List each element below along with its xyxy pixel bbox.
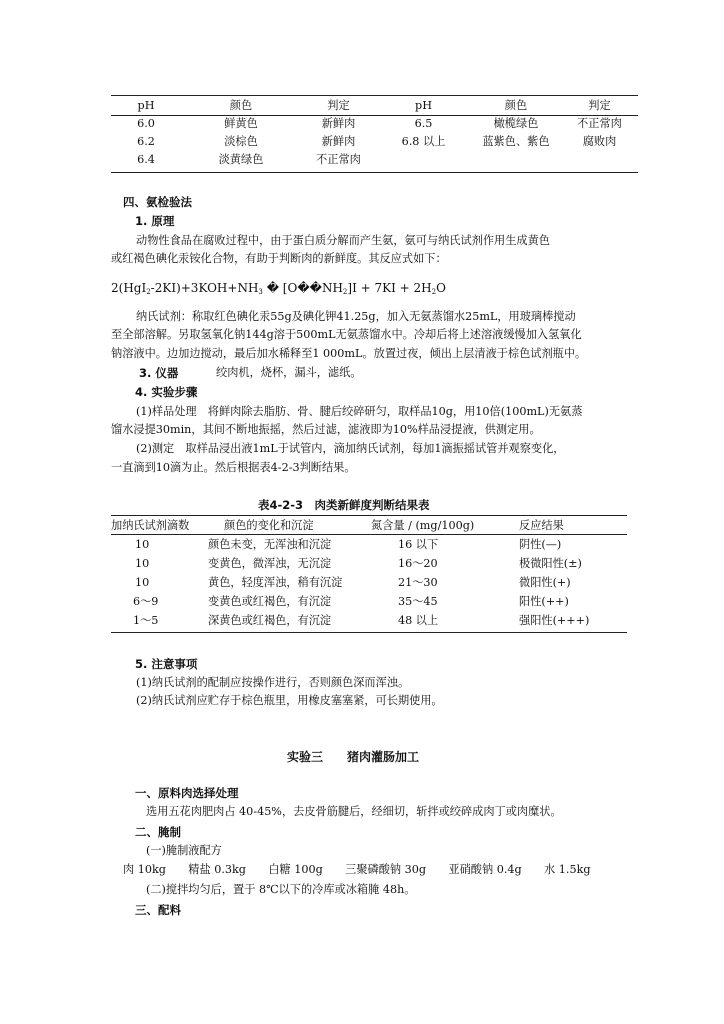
reagent-line-1: 纳氏试剂：称取红色碘化汞55g及碘化钾41.25g，加入无氨蒸馏水25mL，用玻璃棒搅动 bbox=[136, 310, 576, 323]
reagent-line-3: 钠溶液中。边加边搅动，最后加水稀释至1 000mL。放置过夜，倾出上层清液于棕色试剂瓶中。 bbox=[111, 347, 587, 360]
table-cell: 35～45 bbox=[398, 594, 438, 608]
section2-title: 二、腌制 bbox=[135, 825, 181, 839]
step2-line-1: (2)测定 取样品浸出液1mL于试管内，滴加纳氏试剂，每加1滴振摇试管并观察变化， bbox=[136, 442, 565, 455]
table-cell: 变黄色或红褐色，有沉淀 bbox=[208, 594, 332, 608]
table-cell: 黄色，轻度浑浊，稍有沉淀 bbox=[208, 575, 343, 589]
table-cell: 10 bbox=[135, 556, 150, 570]
table-row bbox=[111, 151, 638, 169]
ph-table bbox=[111, 96, 638, 169]
table2-bottom-rule bbox=[111, 632, 627, 633]
table-row bbox=[111, 611, 627, 630]
table-cell: 16～20 bbox=[398, 556, 438, 570]
table-row bbox=[111, 573, 627, 592]
table-cell: 阴性(—) bbox=[519, 537, 562, 551]
table-cell: 6.8 以上 bbox=[401, 135, 446, 148]
steps-title: 4. 实验步骤 bbox=[135, 385, 198, 399]
table-cell: 10 bbox=[135, 575, 150, 589]
principle-title: 1. 原理 bbox=[135, 214, 175, 228]
table1-bottom-rule bbox=[111, 172, 638, 173]
table-cell: 蓝紫色、紫色 bbox=[482, 135, 550, 148]
note-2: (2)纳氏试剂应贮存于棕色瓶里，用橡皮塞塞紧，可长期使用。 bbox=[136, 694, 443, 707]
formula-part: O bbox=[436, 281, 446, 295]
table2-header-cell: 氮含量 / (mg/100g) bbox=[371, 518, 475, 532]
table-row bbox=[111, 554, 627, 573]
table2-header-cell: 加纳氏试剂滴数 bbox=[111, 518, 190, 532]
formula-part: -2KI)+3KOH+NH bbox=[150, 281, 259, 295]
reaction-formula bbox=[111, 280, 446, 300]
table-cell: 新鲜肉 bbox=[321, 117, 356, 130]
table-row bbox=[111, 115, 638, 133]
table-cell: 1～5 bbox=[133, 613, 159, 627]
brine-formula-heading: (一)腌制液配方 bbox=[146, 844, 222, 857]
table1-header-cell: pH bbox=[415, 98, 432, 112]
table2-caption: 表4-2-3 肉类新鲜度判断结果表 bbox=[258, 498, 430, 512]
table-cell: 6.2 bbox=[137, 135, 155, 148]
formula-subscript: 2 bbox=[342, 288, 348, 296]
step2-line-2: 一直滴到10滴为止。然后根据表4-2-3判断结果。 bbox=[111, 461, 356, 474]
formula-part: 2(HgI bbox=[111, 281, 147, 295]
table-cell: 鲜黄色 bbox=[224, 117, 258, 130]
table1-header-cell: 判定 bbox=[327, 98, 350, 112]
table-cell: 腐败肉 bbox=[582, 135, 617, 148]
table-cell: 淡黄绿色 bbox=[218, 153, 264, 166]
formula-part: �NH bbox=[309, 281, 343, 295]
marinate-instruction: (二)搅拌均匀后，置于 8℃以下的冷库或冰箱腌 48h。 bbox=[146, 883, 416, 896]
table-cell: 新鲜肉 bbox=[321, 135, 356, 148]
formula-subscript: 2 bbox=[431, 288, 437, 296]
principle-line-1: 动物性食品在腐败过程中，由于蛋白质分解而产生氨，氨可与纳氏试剂作用生成黄色 bbox=[136, 234, 550, 247]
table-cell: 6.5 bbox=[414, 117, 433, 130]
step1-line-2: 馏水浸提30min，其间不断地振摇，然后过滤，滤液即为10%样品浸提液，供测定用。 bbox=[111, 423, 541, 436]
table-cell: 6～9 bbox=[133, 594, 159, 608]
table-cell bbox=[471, 151, 561, 169]
table1-header-cell: 判定 bbox=[588, 98, 611, 112]
table2-header-row bbox=[111, 516, 627, 535]
formula-part: � [O� bbox=[262, 281, 310, 295]
table1-header-cell: 颜色 bbox=[504, 98, 528, 112]
table-cell: 10 bbox=[135, 537, 150, 551]
instrument-text: 绞肉机，烧杯，漏斗，滤纸。 bbox=[216, 366, 362, 379]
table-cell: 不正常肉 bbox=[316, 153, 361, 166]
table-row bbox=[111, 535, 627, 554]
table-cell: 颜色未变，无浑浊和沉淀 bbox=[208, 537, 332, 551]
formula-subscript: 2 bbox=[146, 288, 151, 296]
table-cell: 48 以上 bbox=[398, 613, 439, 627]
formula-part: ]I + 7KI + 2H bbox=[347, 281, 432, 295]
table-cell: 不正常肉 bbox=[577, 117, 622, 130]
table1-header-cell: pH bbox=[137, 98, 155, 112]
table1-header-cell: 颜色 bbox=[229, 98, 253, 112]
section1-title: 一、原料肉选择处理 bbox=[135, 786, 239, 800]
table-cell bbox=[561, 151, 638, 169]
freshness-table bbox=[111, 516, 627, 630]
table-cell: 淡棕色 bbox=[224, 135, 258, 148]
principle-line-2: 或红褐色碘化汞铵化合物，有助于判断肉的新鲜度。其反应式如下： bbox=[111, 252, 447, 265]
note-1: (1)纳氏试剂的配制应按操作进行，否则颜色深而浑浊。 bbox=[136, 676, 410, 689]
table-row bbox=[111, 592, 627, 611]
brine-recipe: 肉 10kg 精盐 0.3kg 白糖 100g 三聚磷酸钠 30g 亚硝酸钠 0.4g 水 1.5kg bbox=[123, 863, 591, 876]
instrument-title: 3. 仪器 bbox=[139, 366, 179, 380]
table-row bbox=[111, 133, 638, 151]
table-cell: 强阳性(+++) bbox=[519, 613, 590, 627]
table-cell: 6.0 bbox=[137, 117, 155, 130]
table-cell: 橄榄绿色 bbox=[493, 117, 539, 130]
formula-subscript: 3 bbox=[258, 288, 263, 296]
step1-line-1: (1)样品处理 将鲜肉除去脂肪、骨、腱后绞碎研匀，取样品10g，用10倍(100mL)无氨蒸 bbox=[136, 405, 583, 418]
table2-header-cell: 颜色的变化和沉淀 bbox=[224, 518, 314, 532]
table2-header-cell: 反应结果 bbox=[519, 518, 564, 532]
section4-title: 四、氨检验法 bbox=[123, 195, 192, 209]
table-cell: 变黄色，微浑浊，无沉淀 bbox=[208, 556, 332, 570]
notes-title: 5. 注意事项 bbox=[135, 657, 198, 671]
table-cell bbox=[376, 151, 471, 169]
table-cell: 6.4 bbox=[137, 153, 155, 166]
table-cell: 微阳性(+) bbox=[519, 575, 571, 589]
table-cell: 16 以下 bbox=[398, 537, 439, 551]
section3-title: 三、配料 bbox=[135, 903, 181, 917]
reagent-line-2: 至全部溶解。另取氢氧化钠144g溶于500mL无氨蒸馏水中。冷却后将上述溶液缓慢加入氢氧化 bbox=[111, 328, 582, 341]
section1-text: 选用五花肉肥肉占 40-45%，去皮骨筋腱后，经细切，斩拌或绞碎成肉丁或肉糜状。 bbox=[146, 805, 562, 818]
table-cell: 深黄色或红褐色，有沉淀 bbox=[208, 613, 332, 627]
experiment3-title: 实验三 猪肉灌肠加工 bbox=[287, 750, 420, 764]
table1-header-row bbox=[111, 96, 638, 115]
table-cell: 极微阳性(±) bbox=[519, 556, 582, 570]
table-cell: 阳性(++) bbox=[519, 594, 569, 608]
table-cell: 21～30 bbox=[398, 575, 438, 589]
